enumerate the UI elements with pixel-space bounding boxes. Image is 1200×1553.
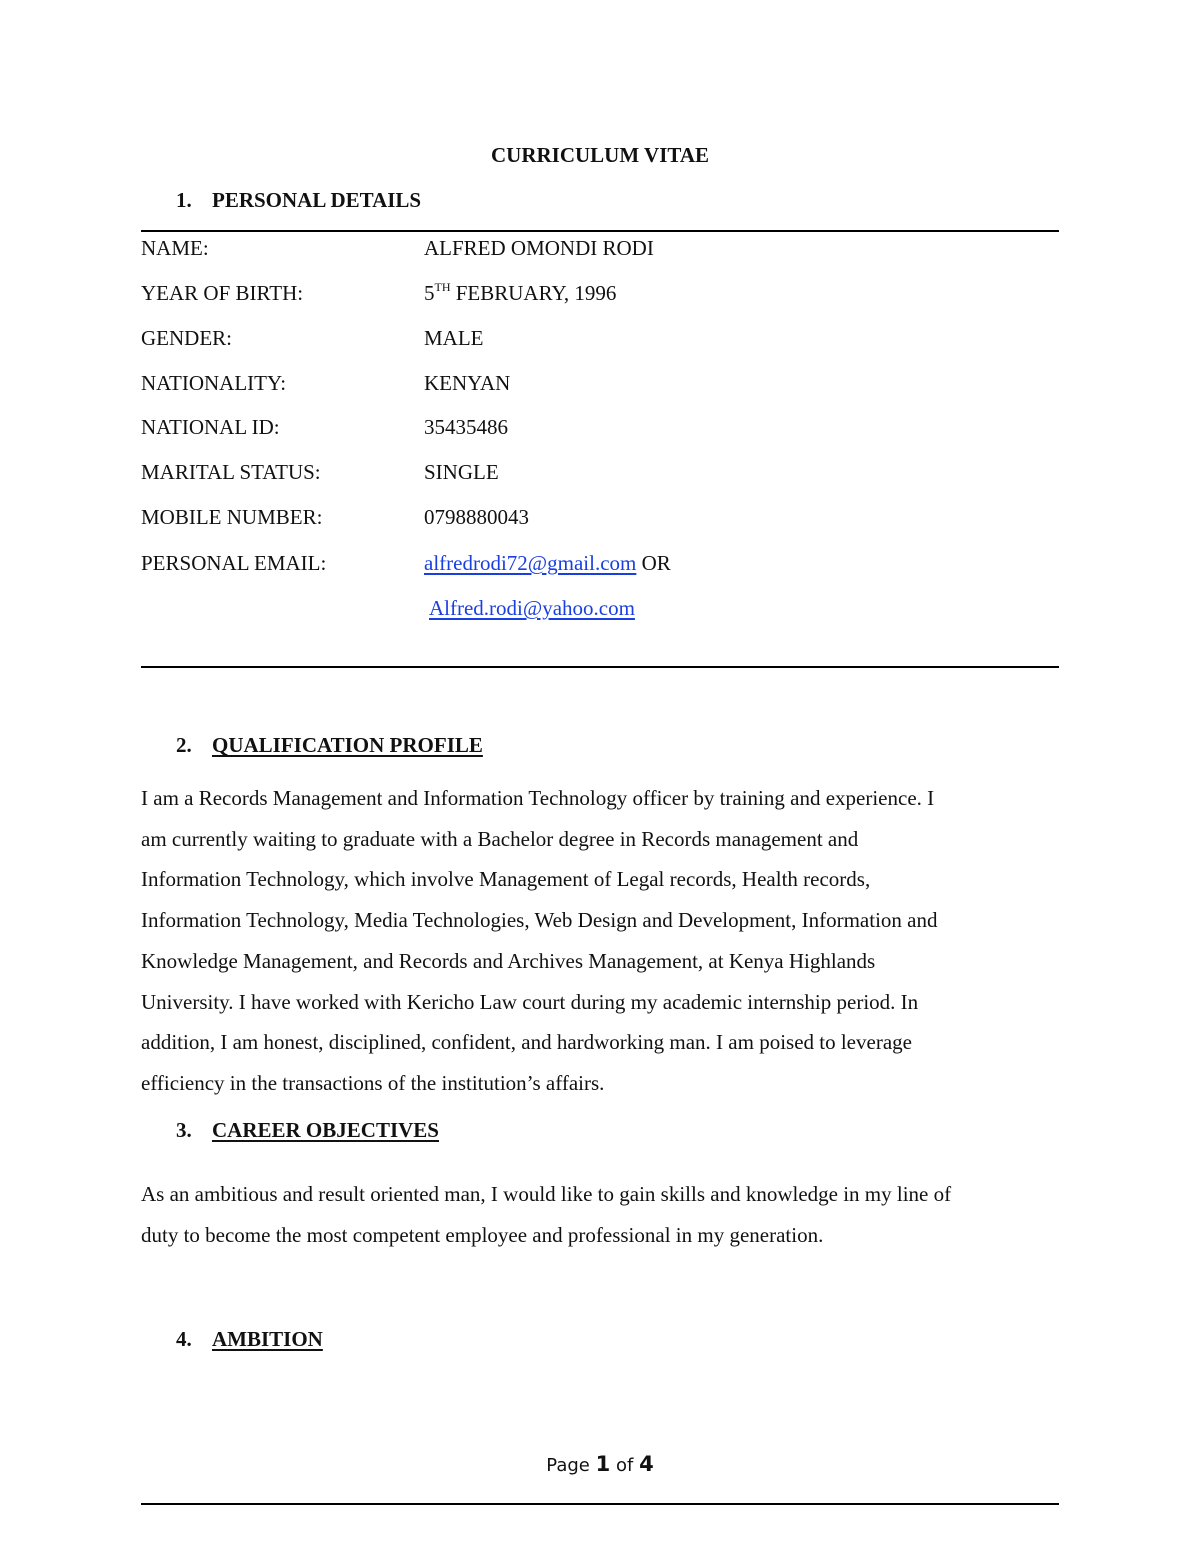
email-connector: OR xyxy=(636,551,671,575)
detail-row-name xyxy=(141,236,1059,266)
detail-value xyxy=(429,596,635,621)
paragraph-line: duty to become the most competent employee and professional in my generation. xyxy=(141,1222,824,1247)
footer-page-word: Page xyxy=(546,1455,590,1476)
detail-label: MOBILE NUMBER: xyxy=(141,505,323,529)
birth-month-year: FEBRUARY, 1996 xyxy=(450,281,617,305)
detail-row-mobile-number xyxy=(141,505,1059,535)
paragraph-line: Information Technology, Media Technologies, Web Design and Development, Information and xyxy=(141,908,938,933)
top-divider xyxy=(141,230,1059,232)
detail-value: SINGLE xyxy=(424,460,499,484)
section-heading-qualification-profile xyxy=(176,733,483,758)
detail-value: 35435486 xyxy=(424,415,508,439)
ordinal-suffix: TH xyxy=(434,280,451,294)
detail-value: KENYAN xyxy=(424,371,511,395)
section-title: CAREER OBJECTIVES xyxy=(212,1118,439,1142)
footer-total-pages: 4 xyxy=(639,1452,654,1476)
detail-label: YEAR OF BIRTH: xyxy=(141,281,304,305)
detail-value: MALE xyxy=(424,326,484,350)
qualification-paragraph xyxy=(141,778,1059,1104)
detail-label: NATIONALITY: xyxy=(141,371,287,395)
detail-row-nationality xyxy=(141,371,1059,401)
footer-current-page: 1 xyxy=(595,1452,611,1476)
page-footer xyxy=(0,1452,1200,1476)
footer-of-word: of xyxy=(615,1455,634,1476)
paragraph-line: am currently waiting to graduate with a Bachelor degree in Records management and xyxy=(141,826,859,851)
section-heading-career-objectives xyxy=(176,1118,439,1143)
detail-value: ALFRED OMONDI RODI xyxy=(424,236,654,260)
birth-day: 5 xyxy=(424,281,435,305)
detail-label: GENDER: xyxy=(141,326,232,350)
detail-row-national-id xyxy=(141,415,1059,445)
paragraph-line: Knowledge Management, and Records and Archives Management, at Kenya Highlands xyxy=(141,948,876,973)
detail-value xyxy=(424,281,616,306)
section-title: AMBITION xyxy=(212,1327,323,1351)
paragraph-line: University. I have worked with Kericho Law court during my academic internship period. In xyxy=(141,989,919,1014)
detail-row-gender xyxy=(141,326,1059,356)
email-link-primary[interactable]: alfredrodi72@gmail.com xyxy=(424,551,637,575)
detail-label: NAME: xyxy=(141,236,209,260)
section-heading-ambition xyxy=(176,1327,323,1352)
section-number: 1. xyxy=(176,188,192,212)
career-objectives-paragraph xyxy=(141,1174,1059,1255)
detail-value xyxy=(424,551,671,576)
section-number: 4. xyxy=(176,1327,192,1351)
section-heading-personal-details xyxy=(176,188,421,213)
detail-row-marital-status xyxy=(141,460,1059,490)
detail-row-personal-email xyxy=(141,551,1059,581)
detail-label: PERSONAL EMAIL: xyxy=(141,551,327,575)
footer-divider xyxy=(141,1503,1059,1505)
section-title: QUALIFICATION PROFILE xyxy=(212,733,483,757)
detail-label: NATIONAL ID: xyxy=(141,415,280,439)
email-link-secondary[interactable]: Alfred.rodi@yahoo.com xyxy=(429,596,635,620)
section-number: 3. xyxy=(176,1118,192,1142)
paragraph-line: I am a Records Management and Information Technology officer by training and experience. I xyxy=(141,786,935,810)
paragraph-line: As an ambitious and result oriented man, I would like to gain skills and knowledge in my line of xyxy=(141,1182,952,1206)
paragraph-line: addition, I am honest, disciplined, confident, and hardworking man. I am poised to leverage xyxy=(141,1030,912,1055)
paragraph-line: efficiency in the transactions of the institution’s affairs. xyxy=(141,1070,605,1095)
paragraph-line: Information Technology, which involve Management of Legal records, Health records, xyxy=(141,867,871,892)
document-title: CURRICULUM VITAE xyxy=(491,143,709,167)
section-number: 2. xyxy=(176,733,192,757)
section-title: PERSONAL DETAILS xyxy=(212,188,422,212)
detail-row-year-of-birth xyxy=(141,281,1059,311)
detail-label: MARITAL STATUS: xyxy=(141,460,321,484)
detail-value: 0798880043 xyxy=(424,505,529,529)
detail-row-email-secondary xyxy=(141,596,1059,626)
bottom-divider xyxy=(141,666,1059,668)
